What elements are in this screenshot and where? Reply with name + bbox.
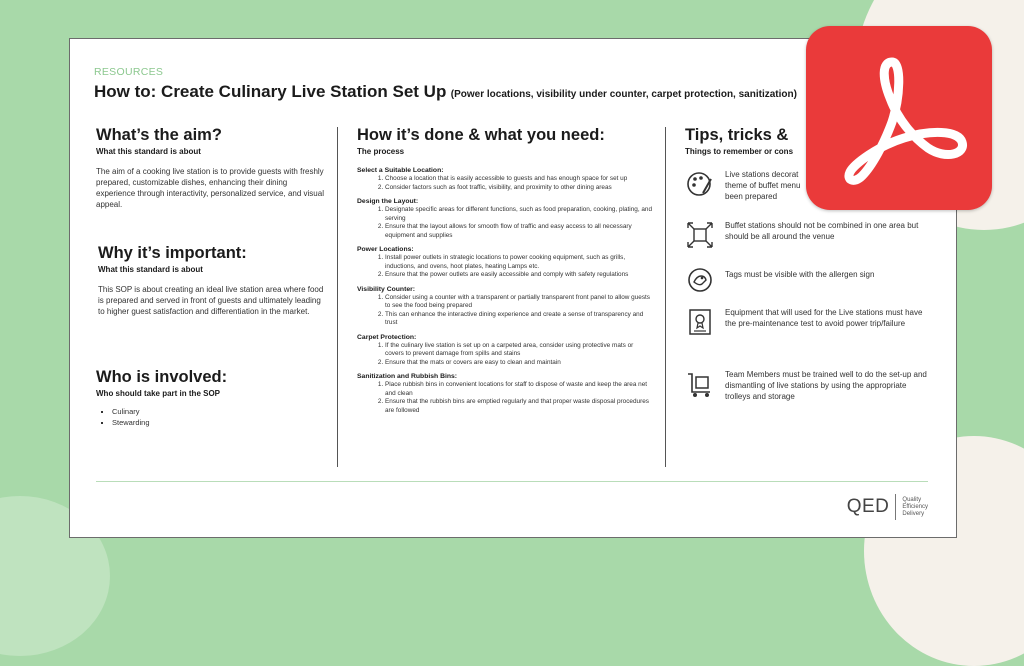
title-main: How to: Create Culinary Live Station Set Up [94,82,447,101]
how-heading: How it’s done & what you need: [357,126,605,144]
title-subtitle: (Power locations, visibility under counter, carpet protection, sanitization) [450,89,797,100]
tips-subheading: Things to remember or cons [685,147,794,156]
resources-label: RESOURCES [94,66,164,78]
footer-divider [96,481,928,482]
process-step: 2. Ensure that the mats or covers are easy to clean and maintain [385,359,653,368]
process-steps [357,166,653,415]
page-title [94,82,797,102]
process-step: 1. Designate specific areas for different functions, such as food preparation, cooking, plating, and serving [385,206,653,223]
aim-section [96,125,328,210]
process-step: 2. This can enhance the interactive dining experience and create a sense of transparency and trust [385,311,653,328]
tip-item [685,220,930,250]
process-section [357,372,653,415]
expand-arrows-icon [685,220,715,250]
why-heading: Why it’s important: [98,244,247,262]
tip-text: Equipment that will used for the Live stations must have the pre-maintenance test to avoid power trip/failure [725,308,923,328]
palette-icon [685,169,715,199]
column-divider [337,127,338,467]
how-subheading: The process [357,147,405,156]
process-step: 1. Place rubbish bins in convenient locations for staff to dispose of waste and keep the area net and clean [385,381,653,398]
logo-divider [895,494,896,520]
why-body: This SOP is about creating an ideal live station area where food is prepared and served in front of guests and ultimately leading to higher guest satisfaction and differentiation in the market. [98,285,324,316]
logo-brand: QED [846,496,890,517]
who-section [96,367,326,428]
process-section-title: Power Locations: [357,246,414,253]
process-section-title: Select a Suitable Location: [357,167,444,174]
tip-item [685,265,930,295]
process-section [357,197,653,240]
tip-item [685,369,930,402]
tagline-line: Quality [902,496,922,503]
qed-logo [847,494,928,520]
tip-item [685,307,930,337]
aim-heading: What’s the aim? [96,126,222,144]
process-step: 1. Install power outlets in strategic locations to power cooking equipment, such as grills, inductions, and ovens, hoot plates, heating Lamps etc. [385,254,653,271]
who-heading: Who is involved: [96,368,228,386]
why-section [98,243,328,317]
left-column [96,125,328,427]
tip-text: Buffet stations should not be combined in one area but should be all around the venue [725,221,919,241]
tip-item [685,169,813,202]
process-step: 2. Ensure that the layout allows for smooth flow of traffic and easy access to all necessary equipment and supplies [385,223,653,240]
process-step: 1. Choose a location that is easily accessible to guests and has enough space for set up [385,175,653,184]
hand-tag-icon [685,265,715,295]
process-section-title: Carpet Protection: [357,333,417,341]
process-step: 1. Consider using a counter with a transparent or partially transparent front panel to allow guests to see the food being prepared [385,294,653,311]
process-section-title: Sanitization and Rubbish Bins: [357,373,458,380]
aim-subheading: What this standard is about [96,147,201,156]
tagline-line: Delivery [902,510,925,517]
pdf-file-icon[interactable] [806,26,992,210]
who-subheading: Who should take part in the SOP [96,389,221,398]
process-step: 1. If the culinary live station is set up on a carpeted area, consider using protective mats or covers to prevent damage from spills and stains [385,342,653,359]
process-step: 2. Consider factors such as foot traffic, visibility, and proximity to other dining areas [385,184,653,193]
who-list [96,406,326,428]
process-step: 2. Ensure that the power outlets are easily accessible and comply with safety regulations [385,271,653,280]
trolley-icon [685,369,715,399]
logo-tagline [902,497,928,518]
process-section-title: Design the Layout: [357,198,419,205]
middle-column [357,125,653,420]
process-step: 2. Ensure that the rubbish bins are emptied regularly and that proper waste disposal procedures are followed [385,398,653,415]
column-divider [665,127,666,467]
acrobat-logo-icon [806,26,992,210]
tip-text: Live stations decorat theme of buffet menu been prepared [725,170,801,201]
process-section-title: Visibility Counter: [357,285,416,293]
process-section [357,333,653,368]
tips-heading: Tips, tricks & [685,126,789,144]
list-item: ▪ Culinary [112,406,326,417]
tip-text: Tags must be visible with the allergen sign [725,270,875,279]
tip-text: Team Members must be trained well to do the set-up and dismantling of live stations by using the appropriate trolleys and storage [725,370,927,401]
process-section [357,166,653,192]
list-item: ▪ Stewarding [112,417,326,428]
why-subheading: What this standard is about [98,265,203,274]
aim-body: The aim of a cooking live station is to provide guests with freshly prepared, customizable dishes, enhancing their dining experience through interactivity, personalized service, and visual appeal. [96,167,324,209]
tagline-line: Efficiency [902,503,928,510]
process-section [357,245,653,280]
process-section [357,285,653,328]
certificate-icon [685,307,715,337]
